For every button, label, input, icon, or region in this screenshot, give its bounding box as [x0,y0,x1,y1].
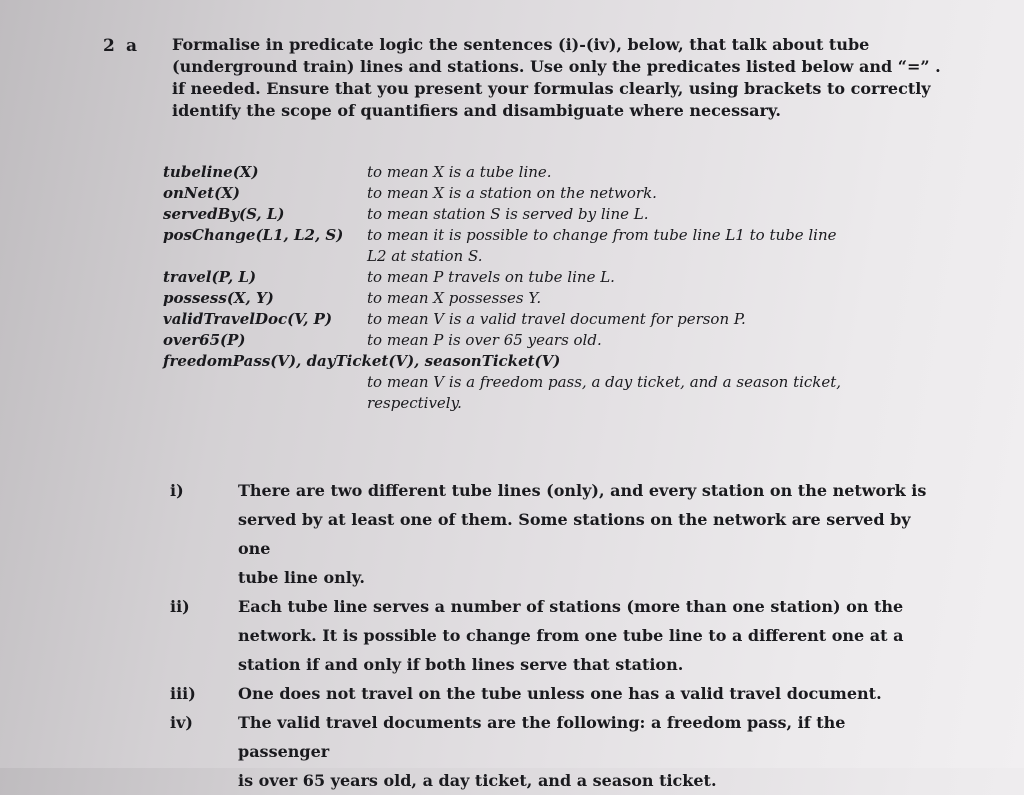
predicate-meaning: to mean P travels on tube line L. [367,268,615,286]
predicate-row [163,309,903,330]
sentence-item [170,476,930,592]
sentence-label: iii) [170,684,196,703]
predicate-meaning: to mean P is over 65 years old. [367,331,602,349]
instruction-line: (underground train) lines and stations. Use only the predicates listed below and “=” . [172,57,941,76]
sentence-line: station if and only if both lines serve that station. [238,655,684,674]
sentence-text [238,476,930,592]
sentence-text [238,708,930,795]
predicate-row [163,183,903,204]
sentence-line: The valid travel documents are the following: a freedom pass, if the passenger [238,713,846,761]
ticket-predicates-meaning-continued: respectively. [367,394,462,412]
predicate-row [163,330,903,351]
sentence-label: ii) [170,597,190,616]
predicate-name: validTravelDoc(V, P) [163,310,333,328]
predicate-meaning: to mean station S is served by line L. [367,205,649,223]
sentence-line: is over 65 years old, a day ticket, and a season ticket. [238,771,717,790]
ticket-predicates-meaning: to mean V is a freedom pass, a day ticket, and a season ticket, [367,373,842,391]
predicate-meaning: to mean X is a tube line. [367,163,552,181]
predicate-name: possess(X, Y) [163,289,274,307]
instruction-line: Formalise in predicate logic the sentences (i)-(iv), below, that talk about tube [172,35,870,54]
ticket-predicates-name: freedomPass(V), dayTicket(V), seasonTicket(V) [163,352,561,370]
predicate-row [163,204,903,225]
sentences-list [170,476,930,795]
predicate-name: onNet(X) [163,184,240,202]
sentence-text [238,679,930,708]
predicate-row [163,288,903,309]
sentence-item [170,708,930,795]
sentence-label: i) [170,481,184,500]
predicate-row [163,162,903,183]
sentence-label: iv) [170,713,193,732]
predicate-meaning: to mean it is possible to change from tube line L1 to tube line [367,226,837,244]
predicate-definitions [163,162,903,414]
instruction-line: if needed. Ensure that you present your formulas clearly, using brackets to correctly [172,79,931,98]
sentence-line: served by at least one of them. Some stations on the network are served by one [238,510,911,558]
ticket-predicates-row [163,351,903,372]
predicate-meaning: to mean V is a valid travel document for person P. [367,310,746,328]
question-instructions [172,34,941,122]
predicate-meaning: to mean X possesses Y. [367,289,542,307]
predicate-name: posChange(L1, L2, S) [163,226,344,244]
predicate-name: servedBy(S, L) [163,205,285,223]
sentence-line: tube line only. [238,568,365,587]
predicate-name: over65(P) [163,331,246,349]
predicate-meaning: to mean X is a station on the network. [367,184,657,202]
sentence-line: One does not travel on the tube unless one has a valid travel document. [238,684,882,703]
sentence-line: There are two different tube lines (only), and every station on the network is [238,481,927,500]
predicate-row [163,267,903,288]
sentence-text [238,592,930,679]
sentence-line: network. It is possible to change from one tube line to a different one at a [238,626,904,645]
sentence-item [170,679,930,708]
predicate-name: tubeline(X) [163,163,259,181]
predicate-row [163,225,903,246]
predicate-name: travel(P, L) [163,268,257,286]
question-number: 2 [103,36,115,56]
sentence-item [170,592,930,679]
question-part: a [126,36,138,56]
sentence-line: Each tube line serves a number of stations (more than one station) on the [238,597,904,616]
predicate-meaning-continued: L2 at station S. [367,247,483,265]
instruction-line: identify the scope of quantifiers and disambiguate where necessary. [172,101,781,120]
